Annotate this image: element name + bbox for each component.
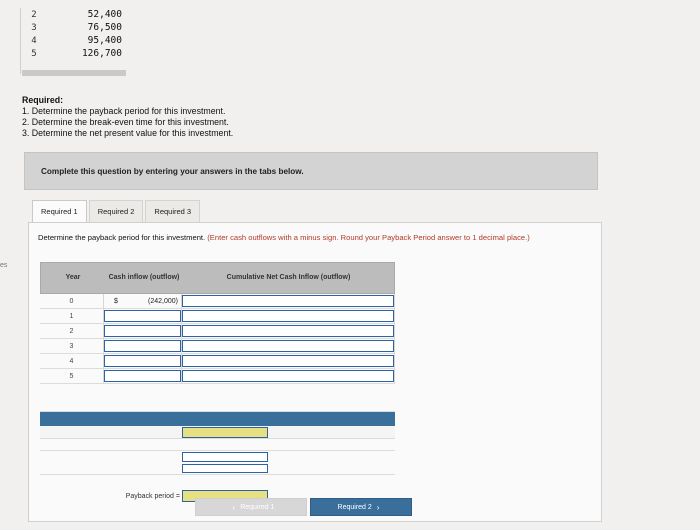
next-label: Required 2 — [337, 503, 372, 511]
cumulative-cell — [182, 294, 395, 308]
table-row — [40, 339, 395, 354]
cashflow-year: 4 — [31, 35, 37, 46]
payback-table — [40, 262, 395, 503]
year-cell: 2 — [40, 324, 104, 338]
cumulative-input[interactable] — [182, 355, 394, 367]
panel-instruction — [38, 233, 593, 243]
required-item-1: 1. Determine the payback period for this investment. — [22, 106, 226, 116]
fraction-row — [40, 451, 395, 475]
year-cell: 3 — [40, 339, 104, 353]
cumulative-input[interactable] — [182, 340, 394, 352]
section-divider-bar — [40, 412, 395, 426]
cashflow-year: 3 — [31, 22, 37, 33]
table-spacer — [40, 439, 395, 451]
cash-input[interactable] — [104, 325, 181, 337]
table-spacer — [40, 384, 395, 412]
cumulative-input[interactable] — [182, 325, 394, 337]
tab-required-1[interactable]: Required 1 — [32, 200, 87, 222]
instruction-note: (Enter cash outflows with a minus sign. Round your Payback Period answer to 1 decimal place.) — [207, 233, 530, 242]
cumulative-cell — [182, 354, 395, 368]
fraction-inputs — [182, 451, 268, 474]
cashflow-value: 52,400 — [87, 9, 122, 20]
required-item-2: 2. Determine the break-even time for this investment. — [22, 117, 229, 127]
cashflow-row — [22, 34, 126, 47]
cash-cell — [104, 309, 182, 323]
year-cell: 5 — [40, 369, 104, 383]
cash-value: (242,000) — [148, 297, 178, 305]
table-row — [40, 294, 395, 309]
cash-input[interactable] — [104, 340, 181, 352]
header-cumulative: Cumulative Net Cash Inflow (outflow) — [226, 274, 351, 281]
table-spacer — [40, 475, 395, 489]
cashflow-divider — [20, 8, 21, 74]
chevron-right-icon: › — [376, 502, 380, 512]
cashflow-value: 126,700 — [81, 48, 122, 59]
cash-cell — [104, 369, 182, 383]
edge-text: es — [0, 262, 8, 269]
cashflow-table-footer — [22, 70, 126, 76]
cumulative-cell — [182, 369, 395, 383]
cash-cell — [104, 354, 182, 368]
cumulative-input[interactable] — [182, 310, 394, 322]
next-required-button[interactable] — [310, 498, 412, 516]
cumulative-input[interactable] — [182, 370, 394, 382]
cashflow-row — [22, 8, 126, 21]
header-cash-inflow: Cash inflow (outflow) — [108, 274, 180, 281]
required-item-3: 3. Determine the net present value for this investment. — [22, 128, 234, 138]
banner-text: Complete this question by entering your answers in the tabs below. — [41, 166, 304, 176]
cash-cell — [104, 294, 182, 308]
cashflow-value: 95,400 — [87, 35, 122, 46]
denominator-input[interactable] — [182, 464, 268, 474]
tab-required-2[interactable]: Required 2 — [89, 200, 144, 222]
cumulative-cell — [182, 309, 395, 323]
prev-label: Required 1 — [240, 503, 275, 511]
year-cell: 1 — [40, 309, 104, 323]
cash-cell — [104, 339, 182, 353]
computation-input[interactable] — [182, 427, 268, 438]
cumulative-cell — [182, 339, 395, 353]
cashflow-row — [22, 21, 126, 34]
required-list — [22, 95, 233, 139]
currency-symbol: $ — [114, 297, 118, 305]
cash-input[interactable] — [104, 370, 181, 382]
chevron-left-icon: ‹ — [232, 502, 236, 512]
cashflow-row — [22, 47, 126, 60]
cashflow-value: 76,500 — [87, 22, 122, 33]
table-row — [40, 354, 395, 369]
table-row — [40, 369, 395, 384]
prev-required-button[interactable] — [195, 498, 307, 516]
required-heading: Required: — [22, 95, 64, 105]
tab-required-3[interactable]: Required 3 — [145, 200, 200, 222]
cash-input[interactable] — [104, 355, 181, 367]
table-row — [40, 324, 395, 339]
instruction-main: Determine the payback period for this investment. — [38, 233, 206, 242]
cumulative-input[interactable] — [182, 295, 394, 307]
payback-label: Payback period = — [125, 492, 180, 500]
cash-input[interactable] — [104, 310, 181, 322]
header-year: Year — [65, 274, 81, 281]
cashflow-table — [22, 8, 126, 60]
year-cell: 4 — [40, 354, 104, 368]
instruction-banner — [24, 152, 598, 190]
tab-bar — [32, 200, 202, 222]
computation-row — [40, 426, 395, 439]
cumulative-cell — [182, 324, 395, 338]
cashflow-year: 2 — [31, 9, 37, 20]
table-header — [40, 262, 395, 294]
numerator-input[interactable] — [182, 452, 268, 462]
table-row — [40, 309, 395, 324]
year-cell: 0 — [40, 294, 104, 308]
cashflow-year: 5 — [31, 48, 37, 59]
cash-cell — [104, 324, 182, 338]
